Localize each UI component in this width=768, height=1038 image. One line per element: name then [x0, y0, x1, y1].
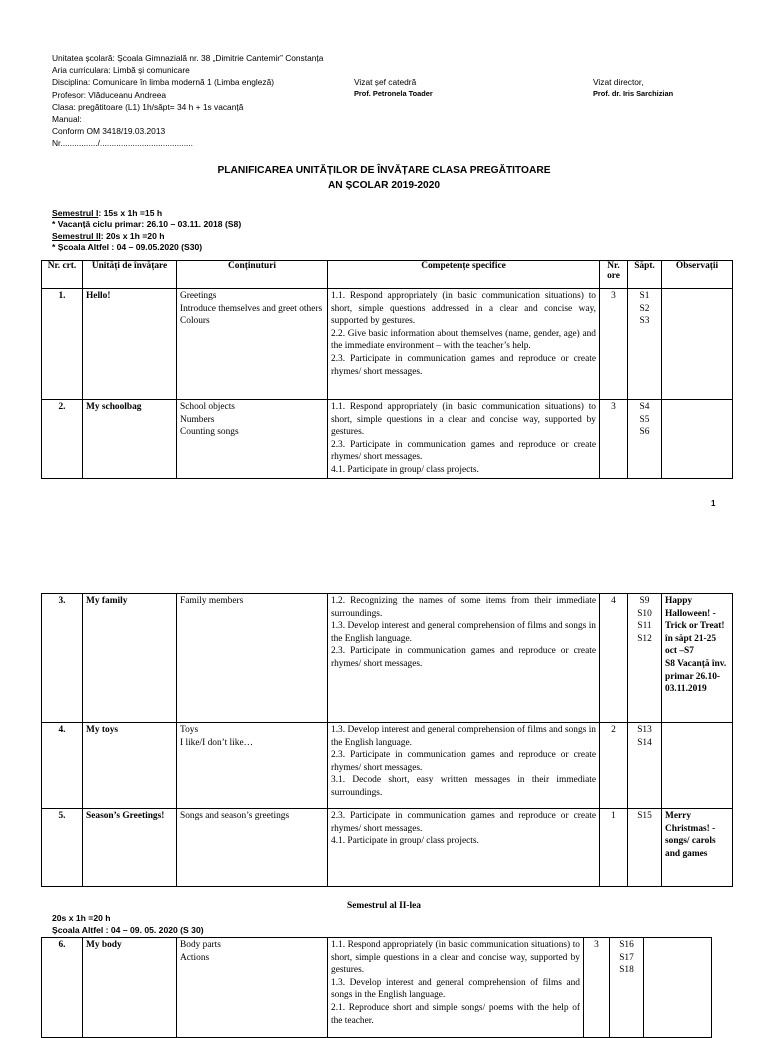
col-header-content: Conținuturi — [177, 261, 328, 289]
row-number: 2. — [42, 400, 83, 479]
director-approval — [593, 76, 673, 100]
content-cell — [177, 594, 328, 723]
table-header-row — [42, 261, 733, 289]
table-row — [42, 809, 733, 887]
hours-cell: 1 — [600, 809, 628, 887]
weeks-cell — [628, 594, 662, 723]
week-item: S14 — [637, 737, 652, 748]
competences-cell — [328, 400, 600, 479]
weeks-cell — [628, 723, 662, 809]
learning-unit: Season’s Greetings! — [83, 809, 177, 887]
competence-item: 1.1. Respond appropriately (in basic communication situations) to short, simple questions in a clear and concise way, supported by gestures. — [331, 402, 596, 438]
semester-info — [52, 208, 241, 254]
competences-cell — [328, 723, 600, 809]
content-item: Body parts — [180, 940, 221, 950]
hours-cell: 3 — [584, 938, 610, 1038]
competence-item: 1.3. Develop interest and general comprehension of films and songs in the English language. — [331, 725, 596, 748]
week-item: S2 — [639, 303, 650, 314]
learning-unit: My body — [83, 938, 177, 1038]
school-altfel-note: * Școala Altfel : 04 – 09.05.2020 (S30) — [52, 242, 203, 253]
competence-item: 1.2. Recognizing the names of some items from their immediate surroundings. — [331, 596, 596, 619]
week-item: S16 — [619, 940, 634, 950]
competence-item: 1.1. Respond appropriately (in basic communication situations) to short, simple questions in a clear and concise way, supported by gestures. — [331, 940, 580, 976]
week-item: S13 — [637, 725, 652, 735]
competence-item: 1.1. Respond appropriately (in basic communication situations) to short, simple questions addressed in a clear and concise way, supported by gestures. — [331, 291, 596, 327]
week-item: S15 — [637, 811, 652, 821]
col-header-week: Săpt. — [628, 261, 662, 289]
content-item: School objects — [180, 402, 235, 412]
semester2-hours: : 20s x 1h =20 h — [100, 230, 165, 241]
competences-cell — [328, 809, 600, 887]
col-header-units: Unități de învățare — [83, 261, 177, 289]
document-header — [52, 52, 752, 150]
semester2-label: Semestrul II — [52, 230, 101, 241]
teacher-name: Profesor: Vlăduceanu Andreea — [52, 89, 167, 100]
semester1-hours: : 15s x 1h =15 h — [98, 208, 163, 218]
content-item: Toys — [180, 725, 199, 735]
learning-unit: My family — [83, 594, 177, 723]
planning-table-1 — [41, 260, 733, 479]
content-item: Counting songs — [180, 427, 239, 438]
page-number: 1 — [711, 499, 716, 508]
learning-unit: My schoolbag — [83, 400, 177, 479]
curricular-area: Aria curriculara: Limbă și comunicare — [52, 65, 190, 76]
competence-item: 1.3. Develop interest and general comprehension of films and songs in the English language. — [331, 977, 580, 1001]
week-item: S4 — [639, 402, 650, 412]
note-item: Merry Christmas! - songs/ carols and games — [665, 811, 716, 859]
notes-cell — [662, 289, 733, 400]
note-item: S8 Vacanță înv. primar 26.10-03.11.2019 — [665, 658, 727, 695]
learning-unit: My toys — [83, 723, 177, 809]
col-header-notes: Observații — [662, 261, 733, 289]
table-row — [42, 723, 733, 809]
competences-cell — [328, 289, 600, 400]
content-item: Actions — [180, 952, 210, 963]
col-header-competences: Competențe specifice — [328, 261, 600, 289]
school-year: AN ȘCOLAR 2019-2020 — [327, 180, 441, 191]
content-item: Greetings — [180, 291, 217, 301]
competence-item: 1.3. Develop interest and general comprehension of films and songs in the English language. — [331, 621, 596, 644]
table-row — [42, 938, 712, 1038]
content-item: Family members — [180, 596, 244, 606]
competences-cell — [328, 938, 584, 1038]
content-item: Numbers — [180, 414, 215, 425]
content-cell — [177, 938, 328, 1038]
semester1-label: Semestrul I — [52, 208, 99, 218]
week-item: S3 — [639, 316, 650, 327]
hours-cell: 3 — [600, 289, 628, 400]
content-item: I like/I don’t like… — [180, 737, 253, 748]
hours-cell: 4 — [600, 594, 628, 723]
director-name: Prof. dr. Iris Sarchizian — [593, 89, 674, 98]
competence-item: 4.1. Participate in group/ class projects. — [331, 464, 479, 475]
week-item: S5 — [639, 414, 650, 425]
competence-item: 2.3. Participate in communication games and reproduce or create rhymes/ short messages. — [331, 811, 596, 834]
notes-cell — [662, 809, 733, 887]
row-number: 3. — [42, 594, 83, 723]
director-label: Vizat director, — [593, 77, 644, 87]
department-head-name: Prof. Petronela Toader — [354, 89, 433, 98]
competence-item: 2.3. Participate in communication games and reproduce or create rhymes/ short messages. — [331, 353, 596, 377]
table-row — [42, 400, 733, 479]
content-item: Introduce themselves and greet others — [180, 303, 323, 314]
department-head-approval — [354, 76, 433, 100]
competence-item: 2.2. Give basic information about themselves (name, gender, age) and the immediate environment – with the teacher’s help. — [331, 328, 596, 352]
notes-cell — [662, 594, 733, 723]
document-title: PLANIFICAREA UNITĂȚILOR DE ÎNVĂȚARE CLASA PREGĂTITOARE — [217, 165, 551, 176]
competence-item: 4.1. Participate in group/ class projects. — [331, 836, 479, 847]
competences-cell — [328, 594, 600, 723]
table-row — [42, 594, 733, 723]
week-item: S9 — [639, 596, 650, 606]
row-number: 4. — [42, 723, 83, 809]
competence-item: 2.3. Participate in communication games and reproduce or create rhymes/ short messages. — [331, 439, 596, 463]
semester2-title: Semestrul al II-lea — [347, 901, 421, 911]
registration-number: Nr................/........................................ — [52, 138, 194, 149]
planning-table-2 — [41, 593, 733, 887]
row-number: 1. — [42, 289, 83, 400]
notes-cell — [644, 938, 712, 1038]
week-item: S1 — [639, 291, 650, 301]
discipline: Disciplina: Comunicare în limba modernă 1 (Limba engleză) — [52, 77, 275, 88]
planning-table-3 — [41, 937, 712, 1038]
content-cell — [177, 400, 328, 479]
manual-label: Manual: — [52, 113, 82, 124]
competence-item: 2.3. Participate in communication games and reproduce or create rhymes/ short messages. — [331, 750, 596, 773]
order-reference: Conform OM 3418/19.03.2013 — [52, 126, 166, 137]
class-info: Clasa: pregătitoare (L1) 1h/săpt= 34 h + 1s vacanță — [52, 101, 244, 112]
competence-item: 2.1. Reproduce short and simple songs/ poems with the help of the teacher. — [331, 1002, 580, 1026]
content-cell — [177, 289, 328, 400]
hours-cell: 3 — [600, 400, 628, 479]
week-item: S6 — [639, 427, 650, 438]
learning-unit: Hello! — [83, 289, 177, 400]
weeks-cell — [610, 938, 644, 1038]
week-item: S17 — [619, 952, 634, 963]
week-item: S10 — [637, 608, 652, 619]
col-header-nr: Nr. crt. — [42, 261, 83, 289]
content-item: Songs and season’s greetings — [180, 811, 290, 821]
weeks-cell — [628, 289, 662, 400]
weeks-cell — [628, 809, 662, 887]
week-item: S18 — [619, 965, 634, 976]
content-item: Colours — [180, 316, 210, 327]
week-item: S12 — [637, 633, 652, 644]
row-number: 5. — [42, 809, 83, 887]
department-head-label: Vizat șef catedră — [354, 77, 417, 87]
vacation-note: * Vacanță ciclu primar: 26.10 – 03.11. 2018 (S8) — [52, 219, 242, 230]
semester2-info — [52, 912, 204, 936]
row-number: 6. — [42, 938, 83, 1038]
hours-cell: 2 — [600, 723, 628, 809]
semester2-altfel-info: Școala Altfel : 04 – 09. 05. 2020 (S 30) — [52, 925, 204, 935]
content-cell — [177, 809, 328, 887]
table-row — [42, 289, 733, 400]
weeks-cell — [628, 400, 662, 479]
content-cell — [177, 723, 328, 809]
week-item: S11 — [637, 621, 652, 632]
competence-item: 2.3. Participate in communication games and reproduce or create rhymes/ short messages. — [331, 646, 596, 669]
school-name: Unitatea școlară: Școala Gimnazială nr. 38 „Dimitrie Cantemir” Constanța — [52, 53, 324, 63]
note-item: Happy Halloween! - Trick or Treat! în săpt 21-25 oct –S7 — [665, 596, 725, 657]
semester2-hours-info: 20s x 1h =20 h — [52, 913, 111, 923]
notes-cell — [662, 723, 733, 809]
col-header-hours: Nr. ore — [600, 261, 628, 289]
competence-item: 3.1. Decode short, easy written messages in their immediate surroundings. — [331, 775, 596, 798]
notes-cell — [662, 400, 733, 479]
